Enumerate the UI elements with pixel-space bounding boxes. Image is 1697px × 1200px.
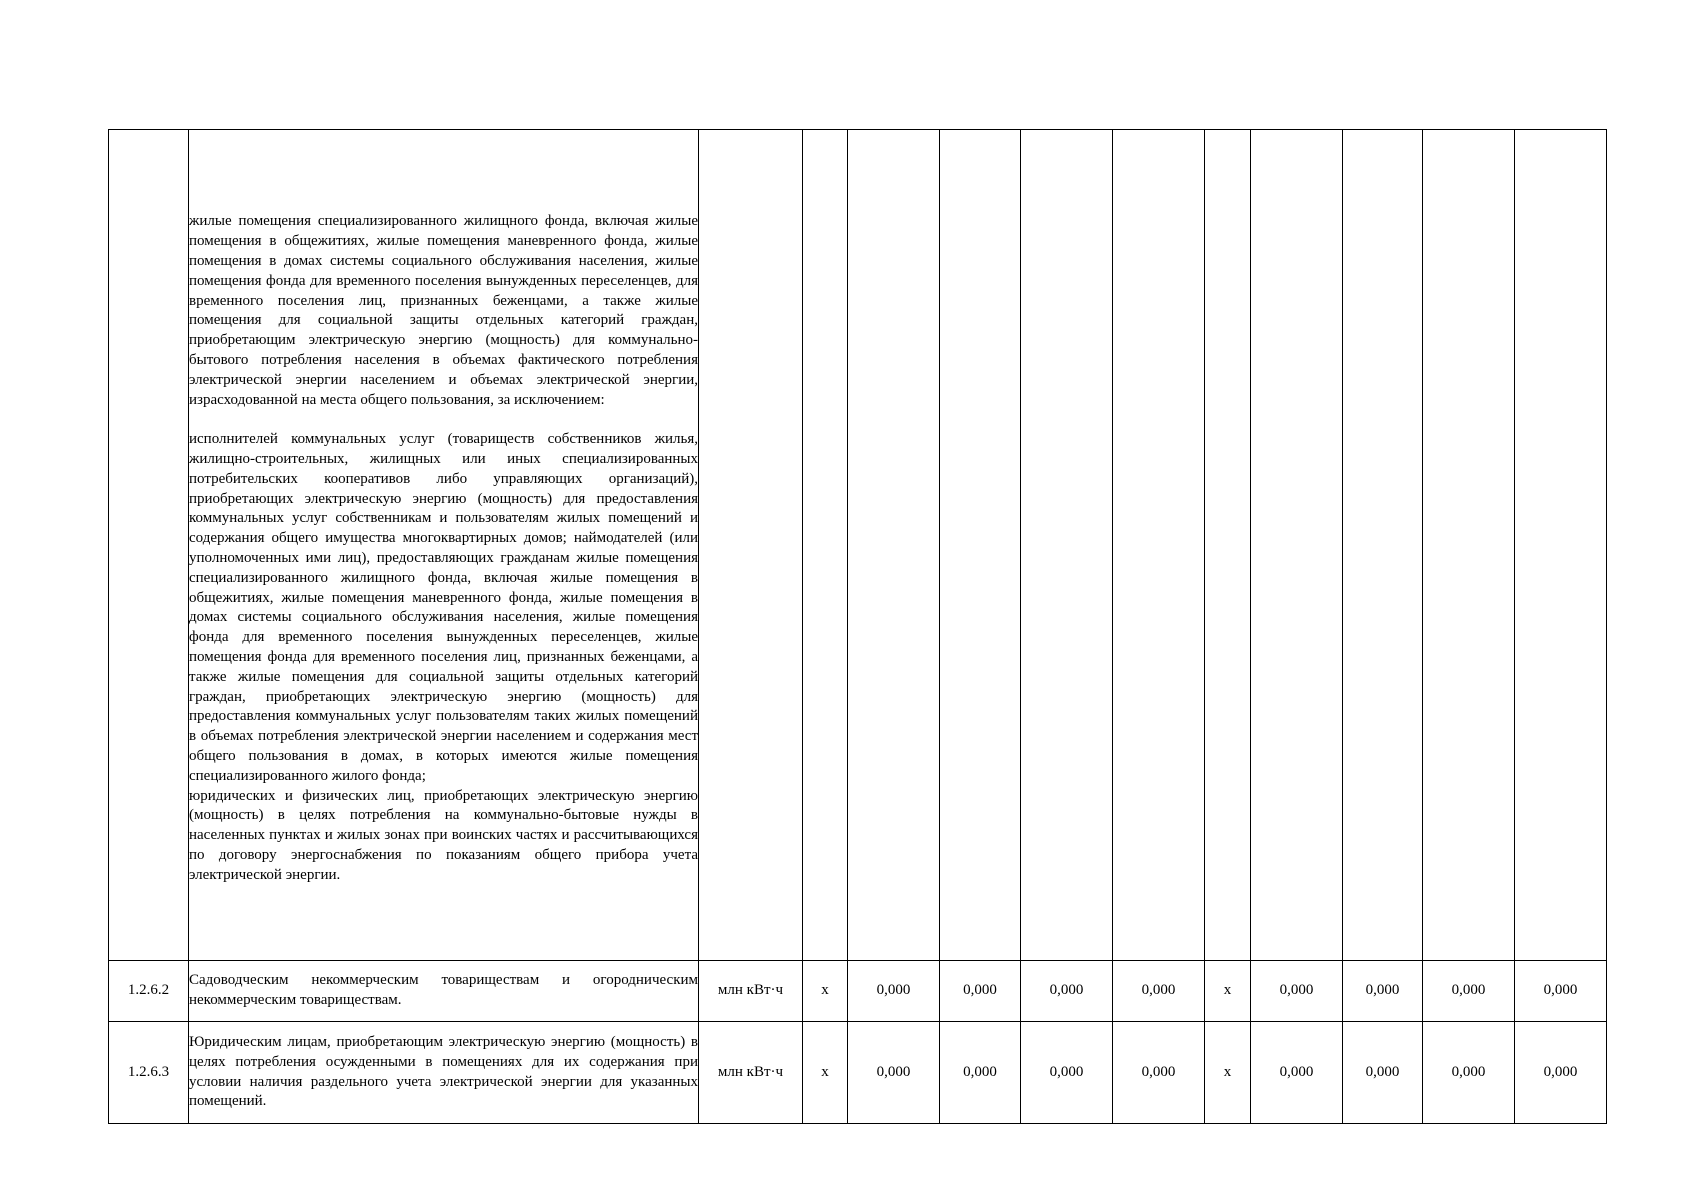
paragraph-gap [189,410,698,430]
value-cell: 0,000 [1423,1022,1515,1124]
value-cell: 0,000 [1113,1022,1205,1124]
row-description [189,130,699,961]
description-paragraph: Садоводческим некоммерческим товариществам и огородническим некоммерческим товариществам. [189,972,698,1008]
value-cell: х [803,1022,848,1124]
description-paragraph: исполнителей коммунальных услуг (товариществ собственников жилья, жилищно-строительных, жилищных или иных специализированных потребительских кооперативов либо управляющих организаций), приобретающих электрическую энергию (мощность) для предоставления коммунальных услуг собственникам и пользователям жилых помещений и содержания общего имущества многоквартирных домов; наймодателей (или уполномоченных ими лиц), предоставляющих гражданам жилые помещения специализированного жилищного фонда, включая жилые помещения в общежитиях, жилые помещения маневренного фонда, жилые помещения в домах системы социального обслуживания населения, жилые помещения фонда для временного поселения вынужденных переселенцев, жилые помещения фонда для временного поселения лиц, признанных беженцами, а также жилые помещения для социальной защиты отдельных категорий граждан, приобретающих электрическую энергию (мощность) для предоставления коммунальных услуг пользователям таких жилых помещений в объемах потребления электрической энергии населением и содержания мест общего пользования в домах, в которых имеются жилые помещения специализированного жилого фонда; [189,431,698,784]
unit-cell: млн кВт·ч [699,961,803,1022]
value-cell: 0,000 [1251,1022,1343,1124]
value-cell: х [1205,961,1251,1022]
tariff-table [108,129,1607,1124]
value-cell: 0,000 [1515,1022,1607,1124]
row-number [109,130,189,961]
value-cell [1343,130,1423,961]
value-cell: 0,000 [1343,961,1423,1022]
value-cell [1113,130,1205,961]
value-cell [803,130,848,961]
value-cell [1205,130,1251,961]
table-row [109,1022,1607,1124]
value-cell: 0,000 [1021,961,1113,1022]
value-cell: 0,000 [848,1022,940,1124]
value-cell: х [1205,1022,1251,1124]
row-description [189,1022,699,1124]
value-cell: 0,000 [1343,1022,1423,1124]
value-cell [1251,130,1343,961]
row-number: 1.2.6.3 [109,1022,189,1124]
value-cell [1423,130,1515,961]
value-cell [1021,130,1113,961]
value-cell [848,130,940,961]
description-paragraph: Юридическим лицам, приобретающим электрическую энергию (мощность) в целях потребления осужденными в помещениях для их содержания при условии наличия раздельного учета электрической энергии для указанных помещений. [189,1033,698,1110]
value-cell: 0,000 [940,961,1021,1022]
value-cell: х [803,961,848,1022]
value-cell: 0,000 [1021,1022,1113,1124]
table-row [109,130,1607,961]
row-number: 1.2.6.2 [109,961,189,1022]
description-paragraph: жилые помещения специализированного жилищного фонда, включая жилые помещения в общежитиях, жилые помещения маневренного фонда, жилые помещения в домах системы социального обслуживания населения, жилые помещения фонда для временного поселения вынужденных переселенцев, для временного поселения лиц, признанных беженцами, а также жилые помещения для социальной защиты отдельных категорий граждан, приобретающим электрическую энергию (мощность) для коммунально-бытового потребления населения в объемах фактического потребления электрической энергии населением и объемах электрической энергии, израсходованной на места общего пользования, за исключением: [189,213,698,408]
unit-cell: млн кВт·ч [699,1022,803,1124]
table-row [109,961,1607,1022]
value-cell [940,130,1021,961]
value-cell: 0,000 [1251,961,1343,1022]
row-description [189,961,699,1022]
description-paragraph: юридических и физических лиц, приобретающих электрическую энергию (мощность) в целях потребления на коммунально-бытовые нужды в населенных пунктах и жилых зонах при воинских частях и рассчитывающихся по договору энергоснабжения по показаниям общего прибора учета электрической энергии. [189,787,698,883]
value-cell: 0,000 [1423,961,1515,1022]
value-cell: 0,000 [1515,961,1607,1022]
value-cell: 0,000 [940,1022,1021,1124]
value-cell: 0,000 [848,961,940,1022]
unit-cell [699,130,803,961]
value-cell: 0,000 [1113,961,1205,1022]
value-cell [1515,130,1607,961]
